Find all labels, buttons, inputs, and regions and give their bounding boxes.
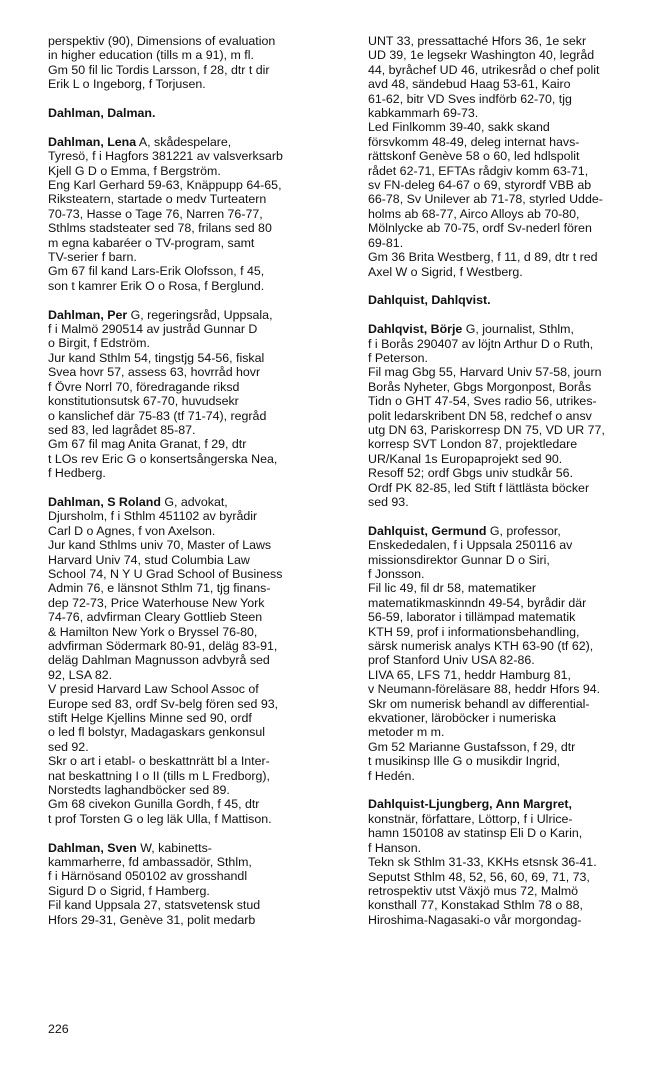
text-line: Tidn o GHT 47-54, Sves radio 56, utrikes- (368, 394, 597, 409)
text-line: o led fl bolstyr, Madagaskars genkonsul (48, 725, 265, 740)
text-line: 44, byråchef UD 46, utrikesråd o chef polit (368, 62, 600, 77)
text-line: Sigurd D o Sigrid, f Hamberg. (48, 883, 210, 898)
text-line: t prof Torsten G o leg läk Ulla, f Mattison. (48, 811, 272, 826)
biography-entry (48, 135, 344, 293)
text-line: deläg Dahlman Magnusson advbyrå sed (48, 653, 270, 668)
text-line: t LOs rev Eric G o konsertsångerska Nea, (48, 451, 278, 466)
text-line: rådet 62-71, EFTAs rådgiv komm 63-71, (368, 163, 589, 178)
text-line: 74-76, advfirman Cleary Gottlieb Steen (48, 610, 263, 625)
text-line: missionsdirektor Gunnar D o Siri, (368, 552, 550, 567)
text-line: Norstedts laghandböcker sed 89. (48, 783, 230, 798)
text-line: Tekn sk Sthlm 31-33, KKHs etsnsk 36-41. (368, 855, 597, 870)
entry-first-line (368, 524, 668, 538)
text-line: Fil mag Gbg 55, Harvard Univ 57-58, journ (368, 365, 602, 380)
entry-title: G, professor, (486, 523, 561, 538)
text-line: utg DN 63, Pariskorresp DN 75, VD UR 77, (368, 422, 605, 437)
text-line: 69-81. (368, 235, 404, 250)
biography-entry (48, 308, 344, 481)
text-line: sed 92. (48, 739, 89, 754)
text-line: son t kamrer Erik O o Rosa, f Berglund. (48, 278, 265, 293)
entry-name: Dahlquist, Germund (368, 523, 487, 538)
text-line: dep 72-73, Price Waterhouse New York (48, 595, 265, 610)
text-line: rättskonf Genève 58 o 60, led hdlspolit (368, 149, 580, 164)
text-line: Gm 67 fil kand Lars-Erik Olofsson, f 45, (48, 264, 265, 279)
text-line: Riksteatern, startade o medv Turteatern (48, 192, 267, 207)
text-line: kammarherre, fd ambassadör, Sthlm, (48, 855, 252, 870)
text-line: Gm 67 fil mag Anita Granat, f 29, dtr (48, 437, 247, 452)
text-line: Erik L o Ingeborg, f Torjusen. (48, 77, 206, 92)
continued-text (368, 34, 668, 279)
text-line: & Hamilton New York o Bryssel 76-80, (48, 624, 258, 639)
text-line: Led Finlkomm 39-40, sakk skand (368, 120, 550, 135)
left-column (48, 34, 344, 942)
text-line: Skr o art i etabl- o beskattnrätt bl a Inter- (48, 754, 270, 769)
text-line: f i Borås 290407 av löjtn Arthur D o Ruth, (368, 336, 594, 351)
text-line: ekvationer, läroböcker i numeriska (368, 711, 557, 726)
text-line: 61-62, bitr VD Sves indförb 62-70, tjg (368, 91, 572, 106)
text-line: 56-59, laborator i tillämpad matematik (368, 610, 576, 625)
entry-first-line (48, 135, 344, 149)
text-line: Europe sed 83, ordf Sv-belg fören sed 93, (48, 696, 279, 711)
text-line: sed 83, led lagrådet 85-87. (48, 422, 196, 437)
text-line: Enskededalen, f i Uppsala 250116 av (368, 538, 573, 553)
text-line: V presid Harvard Law School Assoc of (48, 682, 259, 697)
text-line: Resoff 52; ordf Gbgs univ studkår 56. (368, 466, 574, 481)
text-line: Harvard Univ 74, stud Columbia Law (48, 552, 250, 567)
text-line: f Hanson. (368, 840, 422, 855)
text-line: Gm 52 Marianne Gustafsson, f 29, dtr (368, 739, 576, 754)
text-line: f i Härnösand 050102 av grosshandl (48, 869, 248, 884)
text-line: Admin 76, e länsnot Sthlm 71, tjg finans- (48, 581, 271, 596)
biography-entry (368, 524, 668, 783)
text-line: konsthall 77, Konstakad Sthlm 78 o 88, (368, 898, 583, 913)
biography-entry (368, 797, 668, 927)
text-line: sv FN-deleg 64-67 o 69, styrordf VBB ab (368, 178, 592, 193)
text-line: Gm 36 Brita Westberg, f 11, d 89, dtr t red (368, 250, 598, 265)
entry-name: Dahlquist-Ljungberg, Ann Margret, (368, 797, 572, 812)
biography-entry (48, 841, 344, 927)
text-line: f Hedén. (368, 768, 415, 783)
text-line: korresp SVT London 87, projektledare (368, 437, 578, 452)
text-line: Jur kand Sthlm 54, tingstjg 54-56, fiskal (48, 350, 265, 365)
text-line: advfirman Södermark 80-91, deläg 83-91, (48, 639, 278, 653)
text-line: UR/Kanal 1s Europaprojekt sed 90. (368, 451, 563, 466)
cross-reference: Dahlquist, Dahlqvist. (368, 293, 491, 308)
text-line: perspektiv (90), Dimensions of evaluation (48, 34, 276, 48)
entry-title: G, advokat, (160, 494, 228, 509)
text-line: Sthlms stadsteater sed 78, frilans sed 80 (48, 221, 272, 236)
text-line: f Hedberg. (48, 466, 106, 481)
text-line: polit ledarskribent DN 58, redchef o ansv (368, 408, 592, 423)
text-line: Carl D o Agnes, f von Axelson. (48, 523, 216, 538)
text-line: Hfors 29-31, Genève 31, polit medarb (48, 912, 256, 927)
text-line: o kanslichef där 75-83 (tf 71-74), regråd (48, 408, 267, 423)
text-line: metoder m m. (368, 725, 445, 740)
text-line: in higher education (tills m a 91), m fl. (48, 48, 254, 63)
text-line: o Birgit, f Edström. (48, 336, 150, 351)
text-line: Seputst Sthlm 48, 52, 56, 60, 69, 71, 73, (368, 869, 590, 884)
text-line: 70-73, Hasse o Tage 76, Narren 76-77, (48, 206, 263, 221)
continued-text (48, 34, 344, 92)
text-line: nat beskattning I o II (tills m L Fredborg), (48, 768, 270, 783)
text-line: Skr om numerisk behandl av differential- (368, 696, 590, 711)
text-line: avd 48, sändebud Haag 53-61, Kairo (368, 77, 571, 92)
entry-first-line (368, 797, 668, 811)
text-line: KTH 59, prof i informationsbehandling, (368, 624, 580, 639)
biography-entry (368, 322, 668, 509)
text-line: 92, LSA 82. (48, 667, 113, 682)
text-line: Svea hovr 57, assess 63, hovrråd hovr (48, 365, 261, 380)
entry-title: W, kabinetts- (136, 840, 212, 855)
text-line: UNT 33, pressattaché Hfors 36, 1e sekr (368, 34, 587, 48)
text-line: retrospektiv utst Växjö mus 72, Malmö (368, 883, 579, 898)
text-line: m egna kabaréer o TV-program, samt (48, 235, 255, 250)
text-line: Fil kand Uppsala 27, statsvetensk stud (48, 898, 261, 913)
text-line: konstitutionsutsk 67-70, huvudsekr (48, 394, 239, 409)
entry-first-line (368, 322, 668, 336)
entry-first-line (48, 308, 344, 322)
entry-name: Dahlman, Sven (48, 840, 137, 855)
text-line: Kjell G D o Emma, f Bergström. (48, 163, 221, 178)
entry-title: A, skådespelare, (136, 134, 232, 149)
text-line: konstnär, författare, Löttorp, f i Ulrice- (368, 811, 573, 826)
text-line: Jur kand Sthlms univ 70, Master of Laws (48, 538, 272, 553)
text-line: Gm 68 civekon Gunilla Gordh, f 45, dtr (48, 797, 260, 812)
text-line: Fil lic 49, fil dr 58, matematiker (368, 581, 537, 596)
text-line: Ordf PK 82-85, led Stift f lättlästa böcker (368, 480, 590, 495)
text-line: v Neumann-föreläsare 88, heddr Hfors 94. (368, 682, 601, 697)
text-line: stift Helge Kjellins Minne sed 90, ordf (48, 711, 252, 726)
entry-first-line (48, 841, 344, 855)
text-line: Mölnlycke ab 70-75, ordf Sv-nederl fören (368, 221, 592, 236)
text-line: t musikinsp Ille G o musikdir Ingrid, (368, 754, 561, 769)
text-line: hamn 150108 av statinsp Eli D o Karin, (368, 826, 583, 841)
text-line: Axel W o Sigrid, f Westberg. (368, 264, 523, 279)
text-line: Eng Karl Gerhard 59-63, Knäppupp 64-65, (48, 178, 282, 193)
text-line: matematikmaskinndn 49-54, byrådir där (368, 595, 587, 610)
right-column (368, 34, 668, 942)
text-line: f i Malmö 290514 av justråd Gunnar D (48, 322, 258, 337)
text-line: Tyresö, f i Hagfors 381221 av valsverksarb (48, 149, 283, 164)
text-line: School 74, N Y U Grad School of Business (48, 566, 283, 581)
entry-first-line (48, 495, 344, 509)
text-line: särsk numerisk analys KTH 63-90 (tf 62), (368, 639, 594, 654)
entry-name: Dahlman, Lena (48, 134, 137, 149)
biography-entry (48, 495, 344, 826)
entry-name: Dahlman, Per (48, 307, 128, 322)
text-line: Gm 50 fil lic Tordis Larsson, f 28, dtr t dir (48, 62, 270, 77)
entry-title: G, regeringsråd, Uppsala, (127, 307, 273, 322)
text-line: f Peterson. (368, 350, 428, 365)
cross-reference: Dahlman, Dalman. (48, 106, 156, 121)
text-line: f Övre Norrl 70, föredragande riksd (48, 379, 240, 394)
text-line: Hiroshima-Nagasaki-o vår morgondag- (368, 912, 582, 927)
text-line: Djursholm, f i Sthlm 451102 av byrådir (48, 509, 258, 524)
entry-title: G, journalist, Sthlm, (462, 322, 574, 337)
text-line: kabkammarh 69-73. (368, 106, 479, 121)
entry-name: Dahlqvist, Börje (368, 322, 463, 337)
text-line: f Jonsson. (368, 566, 425, 581)
text-line: UD 39, 1e legsekr Washington 40, legråd (368, 48, 595, 63)
text-line: LIVA 65, LFS 71, heddr Hamburg 81, (368, 667, 571, 682)
text-line: prof Stanford Univ USA 82-86. (368, 653, 535, 668)
text-line: försvkomm 48-49, deleg internat havs- (368, 134, 580, 149)
text-line: 66-78, Sv Unilever ab 71-78, styrled Udde- (368, 192, 603, 207)
entry-name: Dahlman, S Roland (48, 494, 161, 509)
text-line: TV-serier f barn. (48, 250, 137, 265)
page-number: 226 (48, 1022, 69, 1036)
text-line: sed 93. (368, 494, 409, 509)
text-line: Borås Nyheter, Gbgs Morgonpost, Borås (368, 379, 592, 394)
text-line: holms ab 68-77, Airco Alloys ab 70-80, (368, 206, 580, 221)
